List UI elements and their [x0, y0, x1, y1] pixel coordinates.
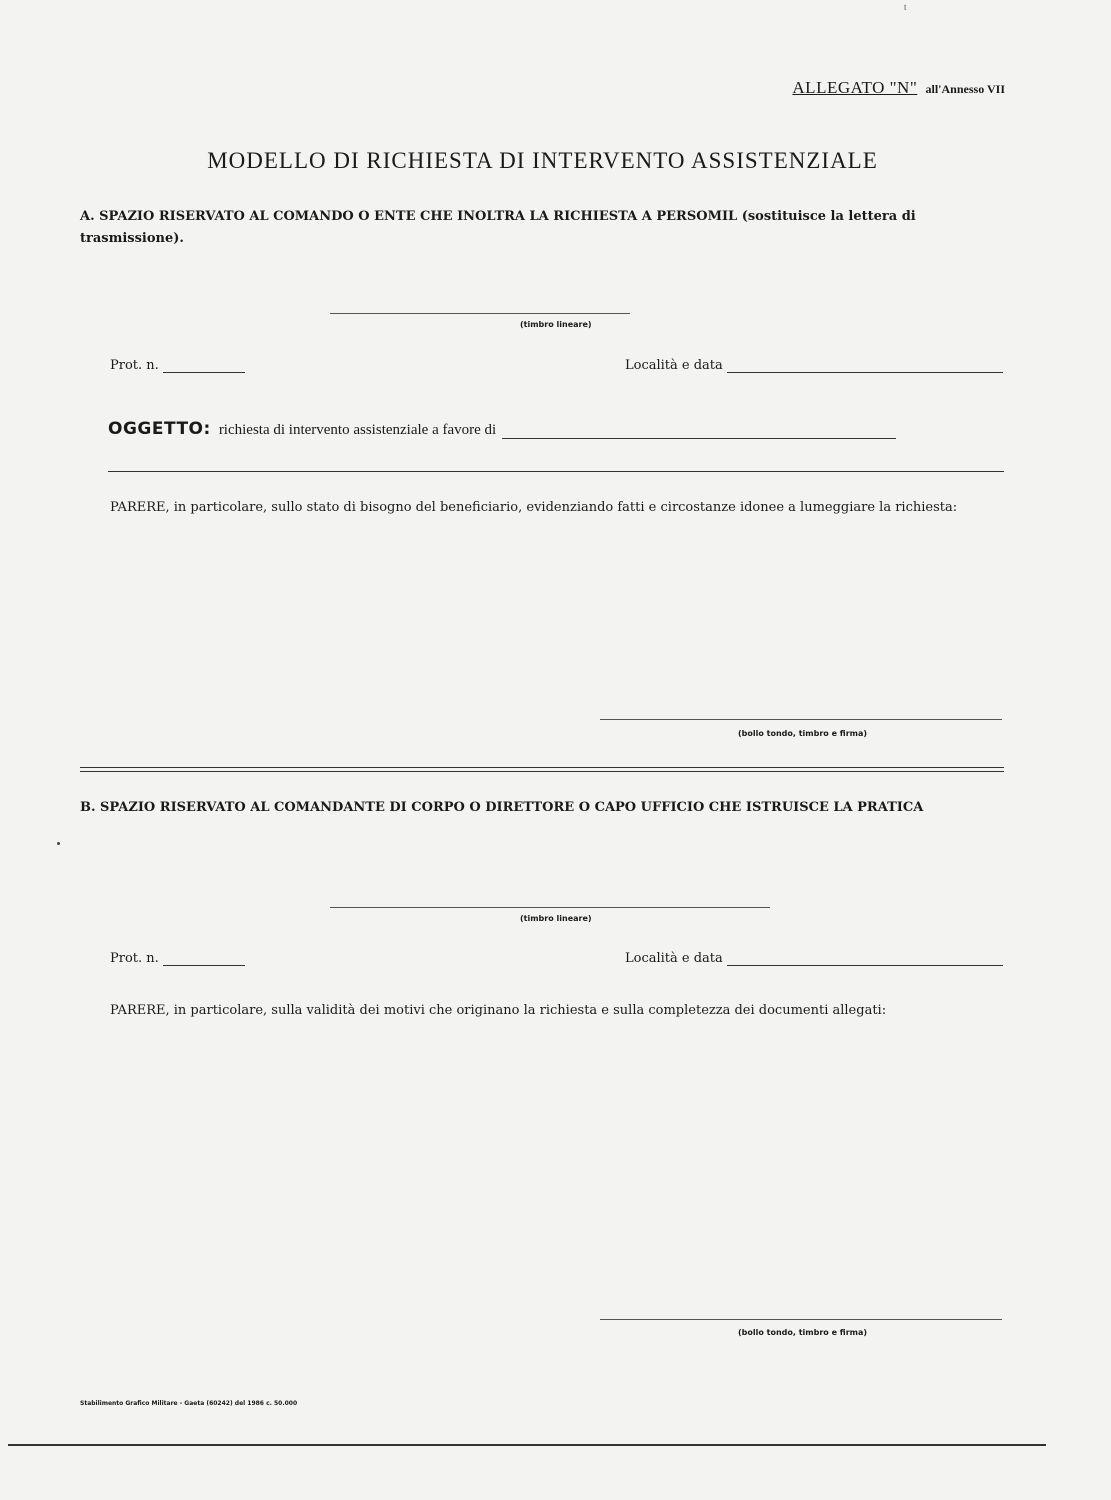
section-a-stamp-line [330, 313, 630, 314]
section-b-signature-line[interactable] [600, 1319, 1002, 1320]
section-b-stamp-line [330, 907, 770, 908]
form-title: MODELLO DI RICHIESTA DI INTERVENTO ASSISTENZIALE [207, 148, 878, 173]
section-divider-top [80, 767, 1004, 768]
section-b-place-date-input[interactable] [727, 951, 1003, 966]
subject-row[interactable] [108, 419, 896, 439]
section-a-signature-line[interactable] [600, 719, 1002, 720]
section-a-prot-label: Prot. n. [110, 358, 159, 373]
section-a-heading: A. SPAZIO RISERVATO AL COMANDO O ENTE CHE INOLTRA LA RICHIESTA A PERSOMIL (sostituisce la lettera di trasmissione). [80, 209, 916, 246]
section-b-heading: B. SPAZIO RISERVATO AL COMANDANTE DI CORPO O DIRETTORE O CAPO UFFICIO CHE ISTRUISCE LA PRATICA [80, 800, 924, 815]
section-b-prot-field[interactable] [110, 951, 245, 966]
printer-note: Stabilimento Grafico Militare - Gaeta (60242) del 1986 c. 50.000 [80, 1400, 298, 1407]
subject-text: richiesta di intervento assistenziale a favore di [218, 422, 497, 438]
section-a-place-date-input[interactable] [727, 358, 1003, 373]
scan-speck [57, 842, 60, 845]
subject-label: OGGETTO: [108, 419, 211, 439]
section-b-place-date-field[interactable] [625, 951, 1003, 966]
beneficiary-continuation-line[interactable] [108, 471, 1004, 472]
section-a-signature-label: (bollo tondo, timbro e firma) [738, 729, 868, 738]
section-b-stamp-label: (timbro lineare) [520, 914, 592, 923]
section-b-opinion-text: PARERE, in particolare, sulla validità dei motivi che originano la richiesta e sulla completezza dei documenti allegati: [110, 1003, 887, 1018]
section-a-place-date-label: Località e data [625, 358, 723, 373]
section-a-opinion-text: PARERE, in particolare, sullo stato di bisogno del beneficiario, evidenziando fatti e circostanze idonee a lumeggiare la richiesta: [110, 500, 958, 515]
section-a-prot-input[interactable] [163, 358, 245, 373]
annex-ref: all'Annesso VII [925, 82, 1005, 96]
section-a-stamp-label: (timbro lineare) [520, 320, 592, 329]
section-b-prot-label: Prot. n. [110, 951, 159, 966]
section-divider-bottom [80, 771, 1004, 772]
annex-code: ALLEGATO "N" [792, 78, 918, 97]
page-mark: t [904, 2, 907, 12]
annex-reference [792, 78, 1005, 98]
beneficiary-input[interactable] [502, 424, 896, 439]
section-b-place-date-label: Località e data [625, 951, 723, 966]
section-a-place-date-field[interactable] [625, 358, 1003, 373]
section-b-prot-input[interactable] [163, 951, 245, 966]
section-b-signature-label: (bollo tondo, timbro e firma) [738, 1328, 868, 1337]
bottom-rule [8, 1444, 1046, 1446]
section-a-prot-field[interactable] [110, 358, 245, 373]
